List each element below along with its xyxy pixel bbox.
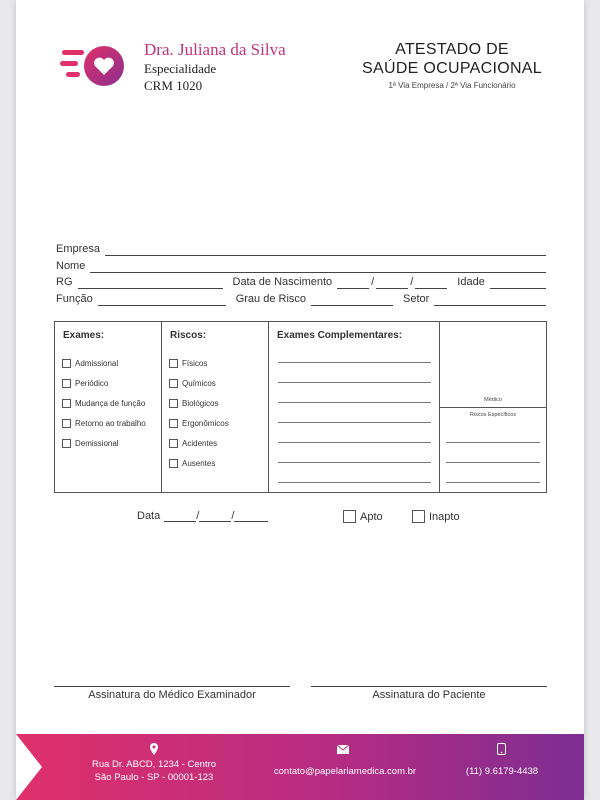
- exames-checkbox[interactable]: [62, 399, 71, 408]
- result-month-line[interactable]: [199, 512, 231, 522]
- riscos-option[interactable]: [169, 413, 229, 433]
- exames-option-label: Demissional: [75, 438, 119, 448]
- result-year-line[interactable]: [234, 512, 268, 522]
- paciente-signature-line[interactable]: [311, 686, 547, 687]
- medico-column: [440, 322, 546, 492]
- result-day-line[interactable]: [164, 512, 196, 522]
- riscos-option-label: Ausentes: [182, 458, 216, 468]
- exames-column: [55, 322, 162, 492]
- exames-checkbox[interactable]: [62, 419, 71, 428]
- doctor-crm: CRM 1020: [144, 78, 203, 93]
- riscos-checkbox[interactable]: [169, 399, 178, 408]
- nascimento-day-line[interactable]: [337, 279, 369, 289]
- field-nome[interactable]: [56, 257, 546, 273]
- nome-line[interactable]: [90, 263, 546, 273]
- riscos-especificos-line[interactable]: [446, 462, 540, 463]
- field-rg-row: [56, 273, 546, 289]
- exames-option-label: Retorno ao trabalho: [75, 418, 146, 428]
- inapto-checkbox[interactable]: [412, 510, 425, 523]
- apto-option[interactable]: [343, 510, 383, 523]
- setor-label: Setor: [403, 293, 430, 305]
- address-line-1: Rua Dr. ABCD, 1234 - Centro: [91, 759, 217, 770]
- envelope-icon: [337, 745, 349, 754]
- riscos-option[interactable]: [169, 353, 229, 373]
- exames-option[interactable]: [62, 393, 146, 413]
- nascimento-label: Data de Nascimento: [232, 276, 333, 288]
- riscos-option-label: Biológicos: [182, 398, 219, 408]
- exames-option[interactable]: [62, 373, 146, 393]
- medico-signature-label: Assinatura do Médico Examinador: [88, 689, 256, 701]
- riscos-checkbox[interactable]: [169, 419, 178, 428]
- form-sheet: [16, 0, 584, 800]
- riscos-column: [162, 322, 269, 492]
- field-empresa[interactable]: [56, 240, 546, 256]
- footer-email[interactable]: contato@papelariamedica.com.br: [273, 766, 417, 777]
- apto-label: Apto: [360, 510, 383, 523]
- riscos-heading: Riscos:: [170, 330, 207, 341]
- empresa-line[interactable]: [105, 246, 546, 256]
- date-slash: /: [196, 510, 200, 522]
- inapto-label: Inapto: [429, 510, 460, 523]
- date-slash: /: [231, 510, 235, 522]
- map-pin-icon: [148, 743, 160, 755]
- riscos-especificos-line[interactable]: [446, 442, 540, 443]
- exames-checkbox[interactable]: [62, 379, 71, 388]
- doctor-name: Dra. Juliana da Silva: [144, 40, 286, 59]
- exames-option-label: Admissional: [75, 358, 119, 368]
- exames-heading: Exames:: [63, 330, 105, 341]
- footer-phone[interactable]: (11) 9.6179-4438: [465, 766, 539, 777]
- exames-option[interactable]: [62, 433, 146, 453]
- empresa-label: Empresa: [56, 243, 101, 255]
- complementares-line[interactable]: [278, 382, 431, 383]
- rg-label: RG: [56, 276, 73, 288]
- address-line-2: São Paulo - SP - 00001-123: [94, 772, 214, 783]
- footer-notch: [16, 734, 42, 800]
- complementares-line[interactable]: [278, 462, 431, 463]
- paciente-signature-label: Assinatura do Paciente: [372, 689, 486, 701]
- riscos-option-label: Ergonômicos: [182, 418, 229, 428]
- riscos-checkbox[interactable]: [169, 359, 178, 368]
- exames-option-label: Periódico: [75, 378, 109, 388]
- heart-speed-icon: [60, 44, 126, 88]
- idade-label: Idade: [457, 276, 485, 288]
- complementares-line[interactable]: [278, 442, 431, 443]
- idade-line[interactable]: [490, 279, 546, 289]
- nascimento-year-line[interactable]: [415, 279, 447, 289]
- complementares-column: [269, 322, 440, 492]
- riscos-list: [169, 353, 229, 473]
- date-slash: /: [371, 276, 375, 288]
- apto-checkbox[interactable]: [343, 510, 356, 523]
- exames-option[interactable]: [62, 353, 146, 373]
- funcao-line[interactable]: [98, 296, 226, 306]
- riscos-checkbox[interactable]: [169, 459, 178, 468]
- riscos-option-label: Acidentes: [182, 438, 218, 448]
- nome-label: Nome: [56, 260, 86, 272]
- grau-risco-label: Grau de Risco: [235, 293, 307, 305]
- setor-line[interactable]: [434, 296, 546, 306]
- medico-box[interactable]: [440, 322, 546, 408]
- funcao-label: Função: [56, 293, 93, 305]
- riscos-option[interactable]: [169, 393, 229, 413]
- riscos-option[interactable]: [169, 433, 229, 453]
- result-date: [137, 510, 268, 522]
- data-label: Data: [137, 510, 161, 522]
- grau-risco-line[interactable]: [311, 296, 393, 306]
- document-title: [352, 40, 552, 90]
- exames-list: [62, 353, 146, 453]
- riscos-checkbox[interactable]: [169, 379, 178, 388]
- complementares-line[interactable]: [278, 422, 431, 423]
- field-funcao-row: [56, 290, 546, 306]
- riscos-option[interactable]: [169, 373, 229, 393]
- inapto-option[interactable]: [412, 510, 460, 523]
- exames-checkbox[interactable]: [62, 359, 71, 368]
- rg-line[interactable]: [78, 279, 223, 289]
- mobile-phone-icon: [497, 743, 506, 755]
- footer-address: [76, 758, 232, 784]
- complementares-heading: Exames Complementares:: [277, 330, 403, 341]
- riscos-option-label: Físicos: [182, 358, 208, 368]
- exams-table: [54, 321, 547, 493]
- complementares-line[interactable]: [278, 402, 431, 403]
- exames-option-label: Mudança de função: [75, 398, 146, 408]
- doctor-specialty: Especialidade: [144, 61, 217, 76]
- title-subtitle: 1ª Via Empresa / 2ª Via Funcionário: [388, 81, 516, 90]
- riscos-especificos-line[interactable]: [446, 482, 540, 483]
- exames-option[interactable]: [62, 413, 146, 433]
- riscos-checkbox[interactable]: [169, 439, 178, 448]
- exames-checkbox[interactable]: [62, 439, 71, 448]
- medico-signature-line[interactable]: [54, 686, 290, 687]
- title-line-2: SAÚDE OCUPACIONAL: [362, 60, 542, 77]
- riscos-especificos-label: Riscos Específicos: [469, 412, 517, 418]
- date-slash: /: [410, 276, 414, 288]
- complementares-line[interactable]: [278, 362, 431, 363]
- nascimento-month-line[interactable]: [376, 279, 408, 289]
- riscos-option-label: Químicos: [182, 378, 216, 388]
- riscos-option[interactable]: [169, 453, 229, 473]
- complementares-line[interactable]: [278, 482, 431, 483]
- title-line-1: ATESTADO DE: [395, 41, 509, 58]
- medico-label: Médico: [484, 397, 502, 403]
